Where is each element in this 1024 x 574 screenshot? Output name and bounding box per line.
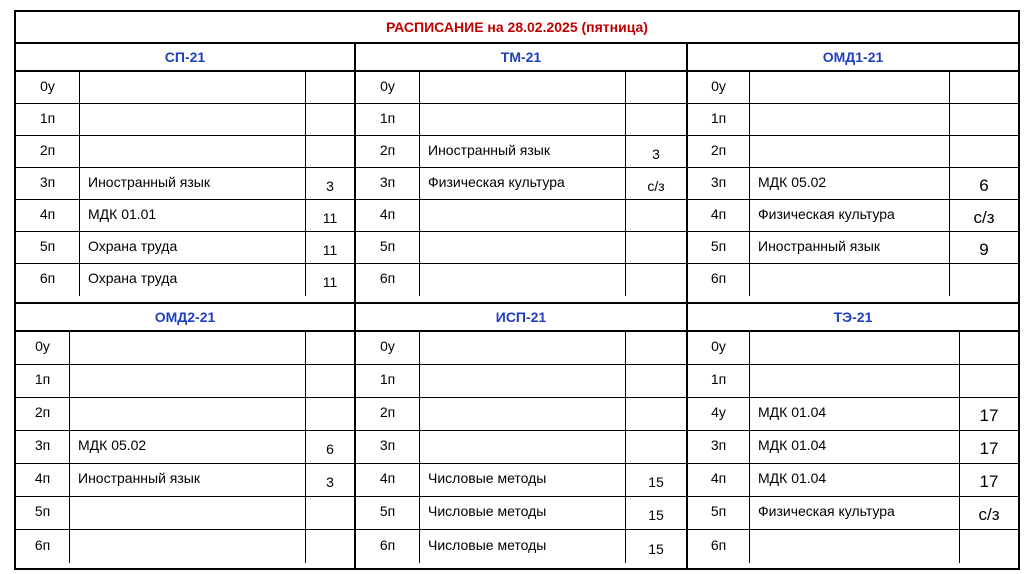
room-cell — [950, 136, 1018, 167]
schedule-row — [688, 431, 1018, 464]
schedule-row — [16, 398, 354, 431]
room-cell: 11 — [322, 274, 338, 290]
room-cell: 6 — [979, 175, 989, 195]
group-header: ОМД2-21 — [16, 304, 354, 332]
lesson-number: 1п — [16, 365, 70, 397]
lesson-number: 6п — [16, 264, 80, 296]
group-rows — [16, 72, 354, 296]
schedule-row — [356, 431, 686, 464]
subject-cell: МДК 05.02 — [70, 431, 306, 463]
lesson-number: 5п — [688, 232, 750, 263]
lesson-number: 6п — [688, 530, 750, 563]
lesson-number: 1п — [688, 365, 750, 397]
room-cell — [626, 332, 686, 364]
room-cell — [626, 398, 686, 430]
subject-cell: МДК 01.04 — [750, 464, 960, 496]
subject-cell — [420, 365, 626, 397]
schedule-row — [16, 530, 354, 563]
subject-cell: Иностранный язык — [70, 464, 306, 496]
lesson-number: 3п — [688, 431, 750, 463]
room-cell — [306, 530, 354, 563]
group-block-isp21 — [356, 302, 688, 568]
schedule-row — [16, 200, 354, 232]
subject-cell — [750, 72, 950, 103]
room-cell — [306, 365, 354, 397]
room-cell: с/з — [978, 505, 1000, 524]
room-cell — [306, 104, 354, 135]
subject-cell: Охрана труда — [80, 232, 306, 263]
room-cell — [626, 365, 686, 397]
subject-cell — [750, 530, 960, 563]
schedule-row — [688, 464, 1018, 497]
room-cell — [626, 431, 686, 463]
schedule-row — [356, 136, 686, 168]
room-cell — [306, 72, 354, 103]
room-cell — [626, 104, 686, 135]
room-cell: 17 — [979, 439, 999, 458]
subject-cell: Числовые методы — [420, 464, 626, 496]
lesson-number: 0у — [356, 72, 420, 103]
schedule-row — [356, 497, 686, 530]
subject-cell — [70, 365, 306, 397]
subject-cell: Физическая культура — [750, 497, 960, 529]
schedule-row — [356, 200, 686, 232]
room-cell: 15 — [648, 540, 664, 557]
room-cell: с/з — [647, 177, 665, 194]
room-cell: 15 — [648, 474, 664, 490]
schedule-row — [16, 464, 354, 497]
subject-cell: Числовые методы — [420, 497, 626, 529]
schedule-row — [356, 332, 686, 365]
schedule-row — [356, 264, 686, 296]
subject-cell — [420, 200, 626, 231]
schedule-row — [16, 497, 354, 530]
group-block-omd1-21 — [688, 44, 1018, 302]
subject-cell: МДК 01.04 — [750, 398, 960, 430]
room-cell — [306, 497, 354, 529]
lesson-number: 2п — [356, 136, 420, 167]
subject-cell: Иностранный язык — [750, 232, 950, 263]
lesson-number: 0у — [356, 332, 420, 364]
subject-cell: МДК 05.02 — [750, 168, 950, 199]
schedule-row — [688, 136, 1018, 168]
schedule-row — [688, 232, 1018, 264]
group-rows — [356, 332, 686, 563]
group-header: ТЭ-21 — [688, 304, 1018, 332]
room-cell: 17 — [979, 406, 999, 425]
lesson-number: 1п — [356, 365, 420, 397]
lesson-number: 6п — [688, 264, 750, 296]
schedule-row — [356, 530, 686, 563]
group-header: СП-21 — [16, 44, 354, 72]
schedule-row — [688, 200, 1018, 232]
subject-cell — [80, 72, 306, 103]
room-cell: 6 — [326, 441, 334, 457]
lesson-number: 3п — [16, 431, 70, 463]
lesson-number: 1п — [356, 104, 420, 135]
schedule-row — [16, 332, 354, 365]
subject-cell — [80, 136, 306, 167]
room-cell — [950, 72, 1018, 103]
subject-cell — [750, 264, 950, 296]
schedule-row — [16, 136, 354, 168]
room-cell — [306, 332, 354, 364]
subject-cell — [750, 136, 950, 167]
lesson-number: 0у — [16, 72, 80, 103]
subject-cell — [420, 398, 626, 430]
schedule-row — [688, 497, 1018, 530]
lesson-number: 5п — [356, 497, 420, 529]
schedule-row — [356, 464, 686, 497]
group-block-tm21 — [356, 44, 688, 302]
lesson-number: 4п — [356, 464, 420, 496]
lesson-number: 1п — [688, 104, 750, 135]
schedule-row — [688, 104, 1018, 136]
subject-cell — [70, 332, 306, 364]
subject-cell: МДК 01.04 — [750, 431, 960, 463]
room-cell: с/з — [973, 207, 995, 227]
room-cell: 15 — [648, 507, 664, 523]
room-cell — [960, 530, 1018, 563]
lesson-number: 2п — [16, 136, 80, 167]
schedule-row — [688, 530, 1018, 563]
group-header: ОМД1-21 — [688, 44, 1018, 72]
subject-cell — [420, 431, 626, 463]
subject-cell — [420, 72, 626, 103]
schedule-row — [16, 264, 354, 296]
subject-cell — [80, 104, 306, 135]
subject-cell: Физическая культура — [420, 168, 626, 199]
lesson-number: 6п — [16, 530, 70, 563]
schedule-row — [688, 72, 1018, 104]
lesson-number: 0у — [16, 332, 70, 364]
lesson-number: 1п — [16, 104, 80, 135]
schedule-sheet — [14, 10, 1020, 570]
subject-cell: Иностранный язык — [420, 136, 626, 167]
schedule-row — [688, 332, 1018, 365]
lesson-number: 6п — [356, 264, 420, 296]
lesson-number: 6п — [356, 530, 420, 563]
room-cell: 3 — [652, 145, 660, 162]
group-header: ИСП-21 — [356, 304, 686, 332]
room-cell — [306, 136, 354, 167]
group-rows — [688, 72, 1018, 296]
schedule-row — [16, 232, 354, 264]
group-rows — [688, 332, 1018, 563]
group-rows — [356, 72, 686, 296]
schedule-row — [688, 264, 1018, 296]
lesson-number: 5п — [16, 497, 70, 529]
lesson-number: 0у — [688, 72, 750, 103]
room-cell: 17 — [979, 472, 999, 491]
subject-cell — [420, 264, 626, 296]
subject-cell — [420, 104, 626, 135]
subject-cell — [70, 497, 306, 529]
schedule-row — [688, 365, 1018, 398]
lesson-number: 2п — [688, 136, 750, 167]
room-cell — [960, 332, 1018, 364]
subject-cell — [70, 530, 306, 563]
schedule-row — [688, 398, 1018, 431]
schedule-row — [356, 104, 686, 136]
schedule-row — [16, 104, 354, 136]
group-header: ТМ-21 — [356, 44, 686, 72]
room-cell — [626, 232, 686, 263]
schedule-row — [688, 168, 1018, 200]
room-cell — [950, 104, 1018, 135]
room-cell: 3 — [326, 177, 334, 194]
schedule-row — [356, 168, 686, 200]
lesson-number: 5п — [16, 232, 80, 263]
subject-cell: Числовые методы — [420, 530, 626, 563]
lesson-number: 3п — [688, 168, 750, 199]
room-cell — [626, 264, 686, 296]
lesson-number: 4п — [688, 200, 750, 231]
lesson-number: 3п — [356, 431, 420, 463]
subject-cell — [420, 332, 626, 364]
lesson-number: 0у — [688, 332, 750, 364]
room-cell — [626, 72, 686, 103]
room-cell — [626, 200, 686, 231]
room-cell — [960, 365, 1018, 397]
subject-cell: Охрана труда — [80, 264, 306, 296]
schedule-row — [16, 72, 354, 104]
subject-cell — [420, 232, 626, 263]
lesson-number: 4п — [688, 464, 750, 496]
lesson-number: 3п — [356, 168, 420, 199]
room-cell: 9 — [979, 239, 989, 259]
group-block-sp21 — [16, 44, 356, 302]
lesson-number: 5п — [356, 232, 420, 263]
group-rows — [16, 332, 354, 563]
lesson-number: 5п — [688, 497, 750, 529]
room-cell: 3 — [326, 474, 334, 490]
lesson-number: 3п — [16, 168, 80, 199]
schedule-row — [356, 365, 686, 398]
lesson-number: 2п — [16, 398, 70, 430]
room-cell — [306, 398, 354, 430]
group-block-te21 — [688, 302, 1018, 568]
subject-cell: МДК 01.01 — [80, 200, 306, 231]
subject-cell: Физическая культура — [750, 200, 950, 231]
lesson-number: 4у — [688, 398, 750, 430]
subject-cell — [750, 365, 960, 397]
group-block-omd2-21 — [16, 302, 356, 568]
schedule-title: РАСПИСАНИЕ на 28.02.2025 (пятница) — [16, 12, 1018, 44]
schedule-row — [356, 398, 686, 431]
schedule-row — [356, 232, 686, 264]
schedule-row — [16, 365, 354, 398]
schedule-row — [356, 72, 686, 104]
lesson-number: 4п — [356, 200, 420, 231]
schedule-row — [16, 168, 354, 200]
lesson-number: 4п — [16, 464, 70, 496]
subject-cell: Иностранный язык — [80, 168, 306, 199]
room-cell: 11 — [322, 241, 338, 258]
subject-cell — [70, 398, 306, 430]
room-cell: 11 — [322, 209, 338, 226]
subject-cell — [750, 104, 950, 135]
subject-cell — [750, 332, 960, 364]
room-cell — [950, 264, 1018, 296]
schedule-row — [16, 431, 354, 464]
lesson-number: 2п — [356, 398, 420, 430]
lesson-number: 4п — [16, 200, 80, 231]
